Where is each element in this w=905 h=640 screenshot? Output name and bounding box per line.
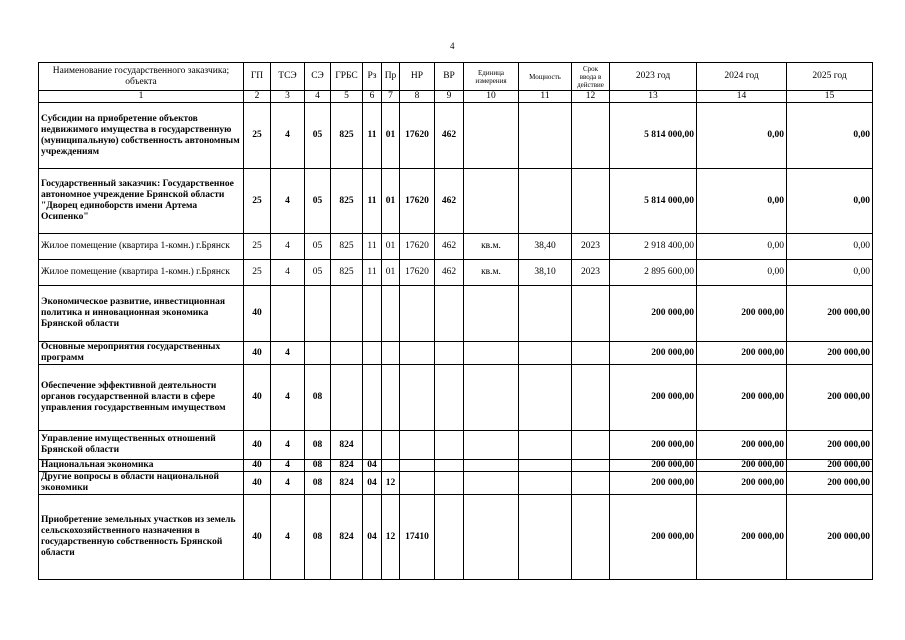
cell-col-5 <box>331 342 363 365</box>
cell-col-2: 40 <box>244 495 271 580</box>
header-row <box>39 63 873 91</box>
cell-col-9: 462 <box>435 234 464 260</box>
cell-col-14: 200 000,00 <box>697 431 787 460</box>
cell-col-12 <box>572 169 610 234</box>
object-name-cell: Обеспечение эффективной деятельности органов государственной власти в сфере управления государственным имуществом <box>39 365 244 431</box>
cell-col-15: 200 000,00 <box>787 431 873 460</box>
cell-col-6 <box>363 365 382 431</box>
cell-col-7: 7 <box>382 91 400 103</box>
cell-col-3: 3 <box>271 91 305 103</box>
cell-col-13: 200 000,00 <box>610 286 697 342</box>
object-name-cell: Государственный заказчик: Государственное автономное учреждение Брянской области "Дворец единоборств имени Артема Осипенко" <box>39 169 244 234</box>
cell-col-15: 2025 год <box>787 63 873 91</box>
cell-col-14: 2024 год <box>697 63 787 91</box>
cell-col-6: 04 <box>363 472 382 495</box>
cell-col-9 <box>435 431 464 460</box>
cell-col-6: 11 <box>363 260 382 286</box>
cell-col-5: 824 <box>331 460 363 472</box>
cell-col-12: 12 <box>572 91 610 103</box>
cell-col-3: 4 <box>271 169 305 234</box>
cell-col-14: 200 000,00 <box>697 286 787 342</box>
cell-col-15: 0,00 <box>787 234 873 260</box>
cell-col-9: ВР <box>435 63 464 91</box>
cell-col-11 <box>519 365 572 431</box>
cell-col-13: 200 000,00 <box>610 342 697 365</box>
table-row <box>39 472 873 495</box>
cell-col-7: Пр <box>382 63 400 91</box>
cell-col-8: 17620 <box>400 169 435 234</box>
object-name-cell: Управление имущественных отношений Брянской области <box>39 431 244 460</box>
cell-col-11 <box>519 286 572 342</box>
cell-col-8 <box>400 365 435 431</box>
object-name-cell: Национальная экономика <box>39 460 244 472</box>
cell-col-9 <box>435 365 464 431</box>
object-name-cell: Основные мероприятия государственных программ <box>39 342 244 365</box>
cell-col-15: 0,00 <box>787 103 873 169</box>
cell-col-15: 15 <box>787 91 873 103</box>
cell-col-6 <box>363 342 382 365</box>
cell-col-5: 825 <box>331 260 363 286</box>
object-name-cell: Жилое помещение (квартира 1-комн.) г.Брянск <box>39 260 244 286</box>
cell-col-7 <box>382 460 400 472</box>
cell-col-15: 200 000,00 <box>787 472 873 495</box>
object-name-cell: Другие вопросы в области национальной экономики <box>39 472 244 495</box>
cell-col-4: 08 <box>305 460 331 472</box>
table-row <box>39 342 873 365</box>
cell-col-11 <box>519 495 572 580</box>
cell-col-14: 0,00 <box>697 103 787 169</box>
cell-col-4: 05 <box>305 103 331 169</box>
cell-col-10 <box>464 495 519 580</box>
cell-col-4: 05 <box>305 260 331 286</box>
cell-col-11: 38,40 <box>519 234 572 260</box>
cell-col-10 <box>464 342 519 365</box>
table-row <box>39 460 873 472</box>
cell-col-13: 200 000,00 <box>610 365 697 431</box>
cell-col-11 <box>519 472 572 495</box>
cell-col-8 <box>400 460 435 472</box>
cell-col-13: 200 000,00 <box>610 472 697 495</box>
cell-col-5: 825 <box>331 169 363 234</box>
object-name-cell: Экономическое развитие, инвестиционная политика и инновационная экономика Брянской области <box>39 286 244 342</box>
cell-col-2: 40 <box>244 365 271 431</box>
cell-col-15: 200 000,00 <box>787 495 873 580</box>
cell-col-3: 4 <box>271 472 305 495</box>
cell-col-4 <box>305 342 331 365</box>
table-row <box>39 103 873 169</box>
cell-col-8: 17620 <box>400 260 435 286</box>
cell-col-2: 40 <box>244 460 271 472</box>
cell-col-10 <box>464 286 519 342</box>
cell-col-15: 200 000,00 <box>787 342 873 365</box>
cell-col-7: 01 <box>382 169 400 234</box>
cell-col-2: 25 <box>244 234 271 260</box>
cell-col-14: 0,00 <box>697 169 787 234</box>
object-name-cell: 1 <box>39 91 244 103</box>
cell-col-2: 25 <box>244 169 271 234</box>
cell-col-13: 200 000,00 <box>610 431 697 460</box>
cell-col-5 <box>331 365 363 431</box>
cell-col-12: 2023 <box>572 234 610 260</box>
table-row <box>39 495 873 580</box>
cell-col-9 <box>435 286 464 342</box>
cell-col-15: 200 000,00 <box>787 365 873 431</box>
cell-col-7: 01 <box>382 103 400 169</box>
cell-col-9 <box>435 495 464 580</box>
cell-col-10 <box>464 169 519 234</box>
cell-col-11 <box>519 342 572 365</box>
cell-col-6: 11 <box>363 103 382 169</box>
cell-col-14: 200 000,00 <box>697 472 787 495</box>
cell-col-3: 4 <box>271 431 305 460</box>
table-row <box>39 260 873 286</box>
cell-col-12 <box>572 342 610 365</box>
table-row <box>39 234 873 260</box>
cell-col-3: 4 <box>271 260 305 286</box>
cell-col-9 <box>435 342 464 365</box>
cell-col-10 <box>464 103 519 169</box>
cell-col-4: 4 <box>305 91 331 103</box>
cell-col-2: 40 <box>244 472 271 495</box>
cell-col-6 <box>363 431 382 460</box>
cell-col-3: 4 <box>271 365 305 431</box>
cell-col-13: 200 000,00 <box>610 460 697 472</box>
cell-col-11 <box>519 169 572 234</box>
object-name-cell: Жилое помещение (квартира 1-комн.) г.Брянск <box>39 234 244 260</box>
cell-col-13: 5 814 000,00 <box>610 169 697 234</box>
cell-col-6: Рз <box>363 63 382 91</box>
table-row <box>39 431 873 460</box>
cell-col-12 <box>572 103 610 169</box>
cell-col-11 <box>519 103 572 169</box>
cell-col-5: 5 <box>331 91 363 103</box>
cell-col-7: 01 <box>382 234 400 260</box>
cell-col-8 <box>400 342 435 365</box>
cell-col-7: 12 <box>382 495 400 580</box>
cell-col-2: 25 <box>244 260 271 286</box>
cell-col-13: 2 918 400,00 <box>610 234 697 260</box>
cell-col-5 <box>331 286 363 342</box>
cell-col-8: 17410 <box>400 495 435 580</box>
cell-col-13: 13 <box>610 91 697 103</box>
cell-col-12 <box>572 365 610 431</box>
cell-col-15: 200 000,00 <box>787 460 873 472</box>
cell-col-10 <box>464 431 519 460</box>
cell-col-12 <box>572 472 610 495</box>
cell-col-3: 4 <box>271 103 305 169</box>
cell-col-14: 200 000,00 <box>697 342 787 365</box>
object-name-cell: Приобретение земельных участков из земель сельскохозяйственного назначения в государственную собственность Брянской области <box>39 495 244 580</box>
cell-col-13: 2 895 600,00 <box>610 260 697 286</box>
cell-col-8 <box>400 286 435 342</box>
cell-col-15: 0,00 <box>787 169 873 234</box>
cell-col-9 <box>435 460 464 472</box>
cell-col-8 <box>400 431 435 460</box>
cell-col-3: 4 <box>271 234 305 260</box>
cell-col-8: НР <box>400 63 435 91</box>
cell-col-10: 10 <box>464 91 519 103</box>
cell-col-13: 2023 год <box>610 63 697 91</box>
cell-col-4: 08 <box>305 431 331 460</box>
cell-col-3: 4 <box>271 342 305 365</box>
table-row <box>39 286 873 342</box>
cell-col-14: 200 000,00 <box>697 495 787 580</box>
cell-col-6 <box>363 286 382 342</box>
cell-col-15: 0,00 <box>787 260 873 286</box>
cell-col-9: 9 <box>435 91 464 103</box>
cell-col-14: 200 000,00 <box>697 365 787 431</box>
cell-col-8: 8 <box>400 91 435 103</box>
cell-col-3: ТСЭ <box>271 63 305 91</box>
cell-col-4 <box>305 286 331 342</box>
cell-col-5: 824 <box>331 472 363 495</box>
cell-col-12 <box>572 286 610 342</box>
cell-col-13: 200 000,00 <box>610 495 697 580</box>
cell-col-11: Мощность <box>519 63 572 91</box>
cell-col-15: 200 000,00 <box>787 286 873 342</box>
cell-col-11 <box>519 460 572 472</box>
cell-col-4: 08 <box>305 472 331 495</box>
cell-col-10: Единица измерения <box>464 63 519 91</box>
cell-col-2: 25 <box>244 103 271 169</box>
cell-col-7 <box>382 365 400 431</box>
cell-col-7 <box>382 431 400 460</box>
cell-col-11 <box>519 431 572 460</box>
cell-col-8 <box>400 472 435 495</box>
cell-col-10: кв.м. <box>464 234 519 260</box>
cell-col-2: ГП <box>244 63 271 91</box>
table-row <box>39 169 873 234</box>
cell-col-4: 05 <box>305 169 331 234</box>
cell-col-2: 40 <box>244 342 271 365</box>
cell-col-4: 08 <box>305 495 331 580</box>
cell-col-6: 04 <box>363 495 382 580</box>
cell-col-5: 824 <box>331 431 363 460</box>
cell-col-3 <box>271 286 305 342</box>
cell-col-2: 40 <box>244 431 271 460</box>
cell-col-14: 14 <box>697 91 787 103</box>
cell-col-9: 462 <box>435 169 464 234</box>
object-name-cell: Субсидии на приобретение объектов недвижимого имущества в государственную (муниципальную) собственность автономным учреждениям <box>39 103 244 169</box>
cell-col-11: 38,10 <box>519 260 572 286</box>
budget-table <box>38 62 873 580</box>
cell-col-5: 825 <box>331 103 363 169</box>
cell-col-3: 4 <box>271 460 305 472</box>
cell-col-14: 200 000,00 <box>697 460 787 472</box>
cell-col-5: 824 <box>331 495 363 580</box>
cell-col-6: 11 <box>363 234 382 260</box>
object-name-cell: Наименование государственного заказчика; объекта <box>39 63 244 91</box>
cell-col-7 <box>382 286 400 342</box>
cell-col-12 <box>572 495 610 580</box>
cell-col-7 <box>382 342 400 365</box>
cell-col-12 <box>572 460 610 472</box>
cell-col-4: СЭ <box>305 63 331 91</box>
cell-col-12: Срок ввода в действие <box>572 63 610 91</box>
cell-col-10: кв.м. <box>464 260 519 286</box>
cell-col-5: ГРБС <box>331 63 363 91</box>
cell-col-7: 12 <box>382 472 400 495</box>
cell-col-7: 01 <box>382 260 400 286</box>
cell-col-6: 6 <box>363 91 382 103</box>
cell-col-6: 04 <box>363 460 382 472</box>
cell-col-12: 2023 <box>572 260 610 286</box>
cell-col-9: 462 <box>435 103 464 169</box>
cell-col-4: 08 <box>305 365 331 431</box>
cell-col-13: 5 814 000,00 <box>610 103 697 169</box>
column-number-row <box>39 91 873 103</box>
cell-col-4: 05 <box>305 234 331 260</box>
cell-col-12 <box>572 431 610 460</box>
cell-col-3: 4 <box>271 495 305 580</box>
cell-col-10 <box>464 365 519 431</box>
cell-col-9: 462 <box>435 260 464 286</box>
cell-col-14: 0,00 <box>697 234 787 260</box>
cell-col-9 <box>435 472 464 495</box>
cell-col-10 <box>464 460 519 472</box>
cell-col-6: 11 <box>363 169 382 234</box>
table-row <box>39 365 873 431</box>
cell-col-14: 0,00 <box>697 260 787 286</box>
cell-col-11: 11 <box>519 91 572 103</box>
cell-col-10 <box>464 472 519 495</box>
page-number: 4 <box>450 41 455 51</box>
cell-col-5: 825 <box>331 234 363 260</box>
cell-col-8: 17620 <box>400 103 435 169</box>
cell-col-2: 2 <box>244 91 271 103</box>
cell-col-8: 17620 <box>400 234 435 260</box>
cell-col-2: 40 <box>244 286 271 342</box>
